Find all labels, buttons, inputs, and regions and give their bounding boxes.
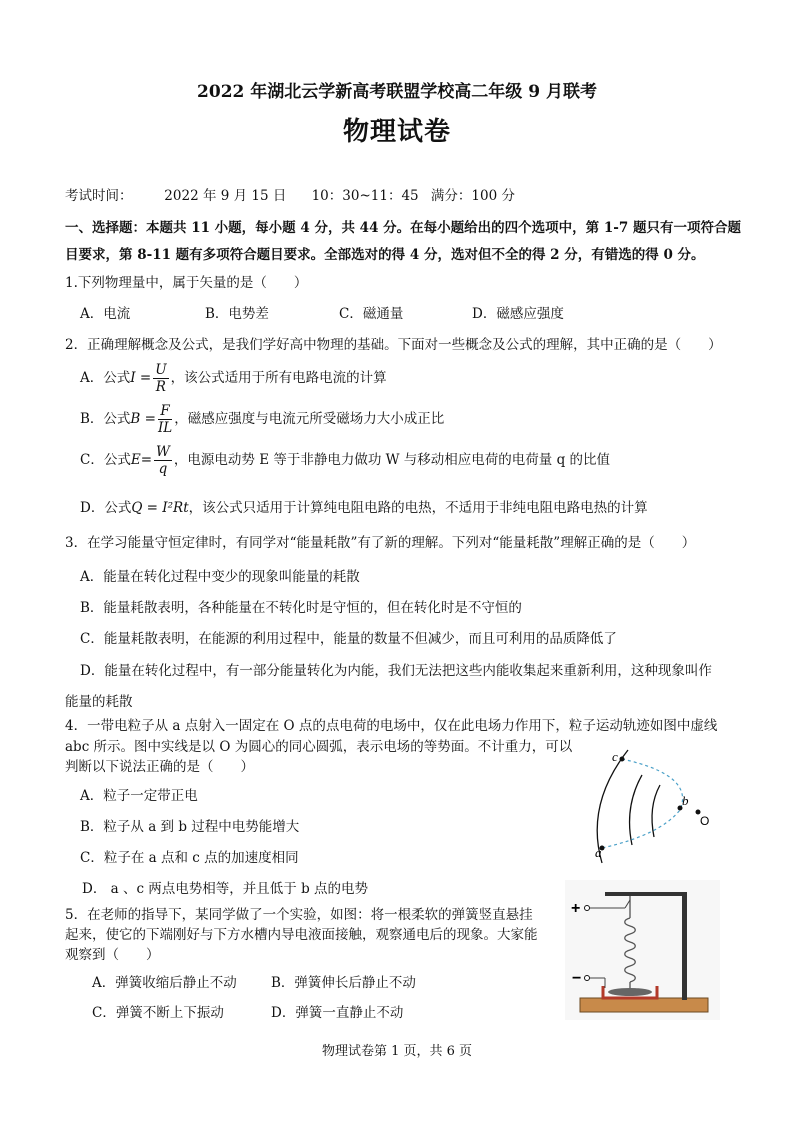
q2-d-text: ，该公式只适用于计算纯电阻电路的电热，不适用于非纯电阻电路电热的计算 — [188, 500, 648, 516]
q3-option-b: B．能量耗散表明，各种能量在不转化时是守恒的，但在转化时是不守恒的 — [80, 600, 522, 616]
q4-stem-line1: 4．一带电粒子从 a 点射入一固定在 O 点的点电荷的电场中，仅在此电场力作用下，粒子运动轨迹如图中虚线 — [65, 718, 718, 734]
q1-option-d: D．磁感应强度 — [472, 306, 564, 322]
exam-subject: 物理试卷 — [342, 117, 451, 147]
positive-terminal — [585, 906, 590, 911]
q2-c-numerator: W — [156, 444, 170, 460]
q2-c-text: ，电源电动势 E 等于非静电力做功 W 与移动相应电荷的电荷量 q 的比值 — [173, 452, 611, 468]
q4-stem-line2: abc 所示。图中实线是以 O 为圆心的同心圆弧，表示电场的等势面。不计重力，可以 — [65, 739, 573, 755]
stand-pole — [682, 892, 687, 1000]
q2-a-fraction — [153, 362, 168, 395]
q4-field-diagram — [580, 745, 730, 865]
q1-stem: 1.下列物理量中，属于矢量的是（ ） — [65, 275, 308, 291]
q2-option-a — [80, 362, 387, 395]
time-label: 考试时间： — [65, 188, 133, 204]
q2-c-prefix: C．公式 — [80, 452, 131, 468]
section1-line1: 一、选择题：本题共 11 小题，每小题 4 分，共 44 分。在每小题给出的四个选项中，第 1-7 题只有一项符合题 — [65, 220, 741, 236]
label-b: b — [682, 793, 689, 808]
q2-b-numerator: F — [158, 403, 172, 420]
q2-a-prefix: A．公式 — [80, 370, 131, 386]
q2-b-denominator: IL — [157, 420, 173, 436]
minus-label: − — [572, 970, 582, 987]
q4-option-a: A．粒子一定带正电 — [80, 788, 198, 804]
q4-option-d: D． a 、c 两点电势相等，并且低于 b 点的电势 — [82, 881, 369, 897]
q5-option-d: D．弹簧一直静止不动 — [271, 1005, 404, 1021]
q2-a-numerator: U — [155, 362, 167, 378]
conductive-liquid — [608, 988, 652, 996]
q2-option-b — [80, 403, 444, 436]
particle-trajectory — [602, 759, 683, 848]
q2-a-denominator: R — [155, 379, 166, 395]
wooden-base — [580, 998, 708, 1012]
q5-option-a: A．弹簧收缩后静止不动 — [92, 975, 237, 991]
exam-title: 2022 年湖北云学新高考联盟学校高二年级 9 月联考 — [197, 82, 597, 102]
q2-c-denominator: q — [158, 461, 168, 477]
q2-d-formula: Q = I²Rt — [131, 500, 189, 516]
stand-arm — [605, 892, 687, 896]
q4-stem-line3: 判断以下说法正确的是（ ） — [65, 759, 254, 775]
label-o: O — [700, 814, 710, 828]
q2-d-prefix: D．公式 — [80, 500, 132, 516]
q2-a-lhs: I = — [130, 370, 152, 386]
equipotential-arc-middle — [630, 775, 642, 845]
q3-option-d-line1: D．能量在转化过程中，有一部分能量转化为内能，我们无法把这些内能收集起来重新利用，这种现象叫作 — [80, 663, 712, 679]
q1-option-a: A．电流 — [80, 306, 131, 322]
q3-option-a: A．能量在转化过程中变少的现象叫能量的耗散 — [80, 569, 360, 585]
q3-option-d-line2: 能量的耗散 — [65, 694, 133, 710]
q2-a-text: ，该公式适用于所有电路电流的计算 — [170, 370, 387, 386]
q2-option-c — [80, 444, 610, 477]
exam-meta — [65, 184, 515, 204]
exam-date: 2022 年 9 月 15 日 — [164, 188, 287, 204]
q4-option-c: C．粒子在 a 点和 c 点的加速度相同 — [80, 850, 299, 866]
q2-c-lhs: E= — [130, 452, 153, 468]
label-c: c — [612, 749, 618, 764]
q4-option-b: B．粒子从 a 到 b 过程中电势能增大 — [80, 819, 300, 835]
q2-b-text: ，磁感应强度与电流元所受磁场力大小成正比 — [174, 411, 445, 427]
q2-stem: 2．正确理解概念及公式，是我们学好高中物理的基础。下面对一些概念及公式的理解，其中正确的是（ ） — [65, 337, 722, 353]
q5-stem-line3: 观察到（ ） — [65, 947, 160, 963]
exam-time-range: 10：30~11：45 — [311, 188, 419, 204]
q5-spring-apparatus — [565, 880, 720, 1020]
q1-option-b: B．电势差 — [205, 306, 269, 322]
q2-b-lhs: B = — [130, 411, 156, 427]
q2-b-fraction — [158, 403, 172, 436]
q2-b-prefix: B．公式 — [80, 411, 131, 427]
q5-stem-line2: 起来，使它的下端刚好与下方水槽内导电液面接触，观察通电后的现象。大家能 — [65, 927, 538, 943]
q3-option-c: C．能量耗散表明，在能源的利用过程中，能量的数量不但减少，而且可利用的品质降低了 — [80, 631, 617, 647]
plus-label: + — [571, 900, 581, 917]
q2-option-d — [80, 496, 648, 516]
q2-c-fraction — [154, 444, 172, 477]
negative-terminal — [585, 976, 590, 981]
q3-stem: 3．在学习能量守恒定律时，有同学对“能量耗散”有了新的理解。下列对“能量耗散”理解正确的是（ ） — [65, 535, 696, 551]
section1-line2: 目要求，第 8-11 题有多项符合题目要求。全部选对的得 4 分，选对但不全的得 2 分，有错选的得 0 分。 — [65, 247, 705, 263]
point-c-marker — [620, 757, 625, 762]
q5-option-b: B．弹簧伸长后静止不动 — [271, 975, 416, 991]
label-a: a — [595, 845, 602, 860]
full-score: 满分：100 分 — [430, 188, 515, 204]
page-footer: 物理试卷第 1 页，共 6 页 — [321, 1044, 473, 1059]
q5-stem-line1: 5．在老师的指导下，某同学做了一个实验，如图：将一根柔软的弹簧竖直悬挂 — [65, 907, 533, 923]
q5-option-c: C．弹簧不断上下振动 — [92, 1005, 224, 1021]
q1-option-c: C．磁通量 — [339, 306, 404, 322]
